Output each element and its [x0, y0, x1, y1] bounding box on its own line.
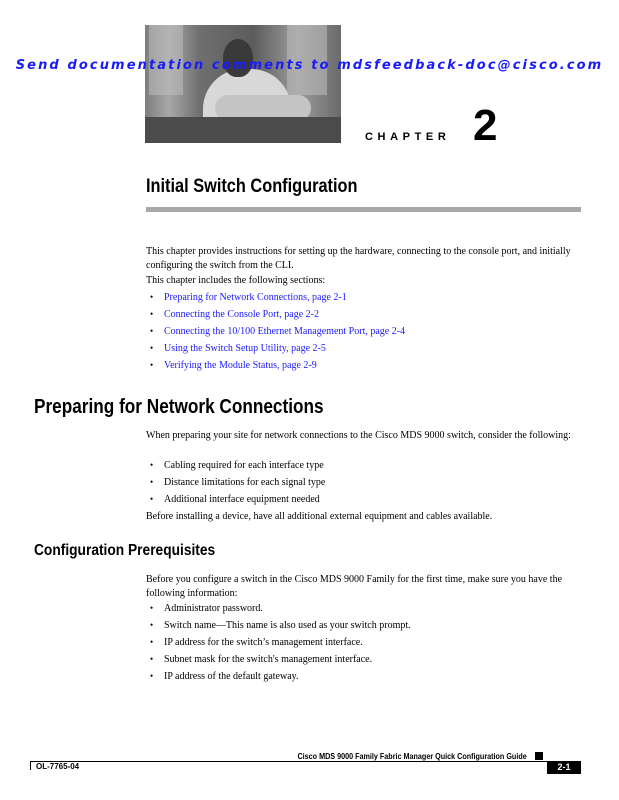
intro-paragraph: This chapter provides instructions for setting up the hardware, connecting to the console port, and initially configuring the switch from the CLI. [146, 246, 571, 271]
list-item-text: Switch name—This name is also used as your switch prompt. [164, 620, 411, 631]
list-item [146, 491, 325, 508]
list-item [146, 474, 325, 491]
footer-marker [535, 752, 543, 760]
page-title: Initial Switch Configuration [146, 176, 358, 197]
list-item-text: IP address for the switch’s management interface. [164, 637, 363, 648]
bullet-icon: • [150, 620, 154, 630]
section-link[interactable]: Connecting the 10/100 Ethernet Management Port, page 2-4 [164, 326, 406, 337]
list-item[interactable] [146, 289, 405, 306]
bullet-icon: • [150, 292, 154, 302]
list-item[interactable] [146, 340, 405, 357]
section-link[interactable]: Using the Switch Setup Utility, page 2-5 [164, 343, 326, 354]
bullet-icon: • [150, 603, 154, 613]
bullet-icon: • [150, 309, 154, 319]
list-item [146, 668, 411, 685]
list-item [146, 600, 411, 617]
list-item-text: Subnet mask for the switch's management interface. [164, 654, 373, 665]
section-heading-network: Preparing for Network Connections [34, 396, 324, 418]
page-number: 2-1 [547, 761, 581, 774]
list-item[interactable] [146, 357, 405, 374]
list-item [146, 634, 411, 651]
bullet-icon: • [150, 494, 154, 504]
list-item[interactable] [146, 323, 405, 340]
section-link[interactable]: Preparing for Network Connections, page 2-1 [164, 292, 347, 303]
bullet-icon: • [150, 477, 154, 487]
chapter-label: CHAPTER [365, 131, 451, 143]
section-heading-prerequisites: Configuration Prerequisites [34, 542, 216, 559]
intro-sections-lead: This chapter includes the following sections: [146, 275, 326, 286]
network-paragraph: When preparing your site for network connections to the Cisco MDS 9000 switch, consider the following: [146, 430, 571, 441]
section-link[interactable]: Connecting the Console Port, page 2-2 [164, 309, 319, 320]
footer-doc-number: OL-7765-04 [36, 762, 80, 771]
list-item-text: Cabling required for each interface type [164, 460, 324, 471]
list-item-text: Distance limitations for each signal type [164, 477, 326, 488]
list-item-text: IP address of the default gateway. [164, 671, 299, 682]
list-item-text: Administrator password. [164, 603, 263, 614]
prerequisites-paragraph: Before you configure a switch in the Cisco MDS 9000 Family for the first time, make sure you have the following information: [146, 574, 563, 599]
footer-tick [30, 761, 31, 770]
feedback-banner[interactable]: Send documentation comments to mdsfeedback-doc@cisco.com [15, 58, 604, 73]
prerequisites-list [146, 600, 411, 685]
list-item-text: Additional interface equipment needed [164, 494, 320, 505]
bullet-icon: • [150, 671, 154, 681]
footer-guide-title: Cisco MDS 9000 Family Fabric Manager Quick Configuration Guide [297, 752, 527, 761]
bullet-icon: • [150, 360, 154, 370]
chapter-number: 2 [473, 101, 498, 150]
section-link[interactable]: Verifying the Module Status, page 2-9 [164, 360, 317, 371]
footer-divider [30, 761, 581, 762]
network-closing-paragraph: Before installing a device, have all additional external equipment and cables available. [146, 511, 493, 522]
bullet-icon: • [150, 460, 154, 470]
chapter-photo [145, 25, 341, 143]
list-item [146, 617, 411, 634]
bullet-icon: • [150, 654, 154, 664]
network-considerations-list [146, 457, 325, 508]
list-item [146, 457, 325, 474]
title-divider [146, 207, 581, 212]
list-item[interactable] [146, 306, 405, 323]
bullet-icon: • [150, 326, 154, 336]
bullet-icon: • [150, 637, 154, 647]
section-link-list [146, 289, 405, 374]
bullet-icon: • [150, 343, 154, 353]
list-item [146, 651, 411, 668]
